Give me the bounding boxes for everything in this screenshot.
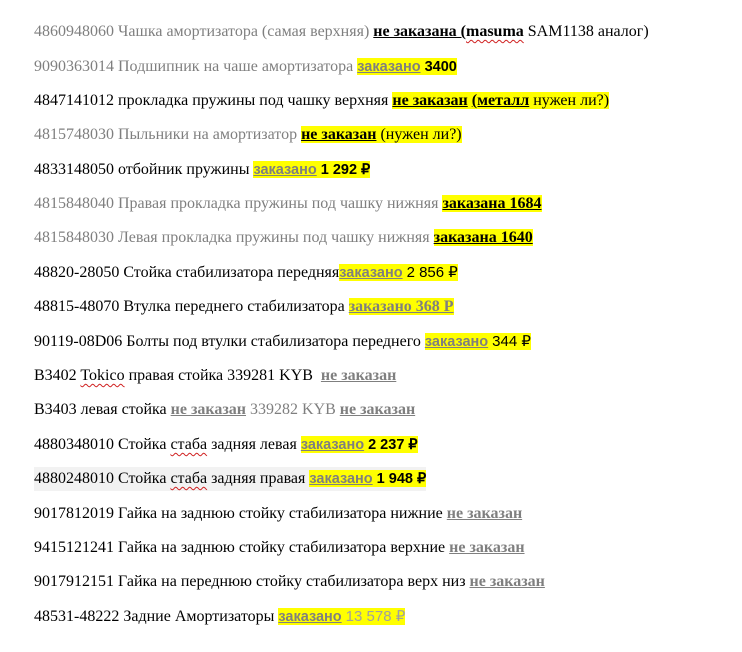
part-description: Подшипник на чаше амортизатора	[118, 58, 354, 75]
list-item	[34, 605, 405, 629]
part-description: Пыльники на амортизатор	[118, 126, 298, 143]
part-description: Болты под втулки стабилизатора переднего	[126, 333, 421, 350]
list-item	[34, 330, 531, 354]
note-text: (нужен ли?)	[380, 126, 462, 143]
part-description: Втулка переднего стабилизатора	[123, 298, 345, 315]
part-description: левая стойка	[80, 401, 167, 418]
list-item	[34, 261, 458, 285]
list-item	[34, 89, 609, 113]
brand-text: Tokico	[80, 367, 125, 384]
status-text: заказано	[278, 609, 342, 625]
part-word: Стойка	[118, 436, 167, 453]
part-description: Правая прокладка пружины под чашку нижняя	[118, 195, 439, 212]
status-text: не заказана (	[373, 23, 466, 40]
status-text: не заказан	[446, 505, 523, 522]
list-item	[34, 158, 370, 182]
status-text: заказано 368 Р	[348, 298, 454, 315]
price-text: 3400	[424, 59, 457, 75]
list-item	[34, 192, 542, 216]
price-text: 13 578 ₽	[345, 608, 406, 625]
part-description: Чашка амортизатора (самая верхняя)	[118, 23, 370, 40]
part-description: Гайка на переднюю стойку стабилизатора верх низ	[118, 573, 466, 590]
list-item	[34, 502, 522, 526]
status-text: заказано	[424, 334, 489, 350]
status-text: не заказан	[170, 401, 247, 418]
status-text: заказано	[357, 59, 421, 75]
status-text: не заказан	[469, 573, 545, 590]
part-number: 90119-08D06	[34, 333, 123, 350]
part-number: B3403	[34, 401, 77, 418]
part-number: 4847141012	[34, 92, 114, 109]
note-text: SAM1138 аналог)	[527, 23, 649, 40]
note-text: 339282 KYB	[250, 401, 336, 418]
part-number: 48815-48070	[34, 298, 120, 315]
price-text: 1 948 ₽	[376, 471, 427, 487]
part-description: Гайка на заднюю стойку стабилизатора нижние	[118, 505, 443, 522]
part-word-2: стаба	[170, 470, 208, 487]
status-text-2: не заказан	[339, 401, 416, 418]
part-description: задняя правая	[211, 470, 306, 487]
part-number: 4815848040	[34, 195, 114, 212]
part-word-2: стаба	[170, 436, 208, 453]
part-number: 48531-48222	[34, 608, 120, 625]
price-text: 1 292 ₽	[320, 162, 371, 178]
part-number: 4833148050	[34, 161, 114, 178]
part-number: 4860948060	[34, 23, 114, 40]
part-number: 4880248010	[34, 470, 114, 487]
note-text: (металл	[471, 92, 530, 109]
list-item	[34, 123, 462, 147]
list-item	[34, 226, 533, 250]
part-word: Стойка	[118, 470, 167, 487]
status-text: не заказан	[449, 539, 525, 556]
status-text: заказана 1640	[433, 229, 533, 246]
list-item	[34, 536, 525, 560]
list-item	[34, 364, 396, 388]
part-number: 4880348010	[34, 436, 114, 453]
part-number: 48820-28050	[34, 264, 120, 281]
status-text: не заказан	[320, 367, 397, 384]
status-text: заказано	[309, 471, 373, 487]
note-text-2: нужен ли?)	[533, 92, 610, 109]
part-number: 9017812019	[34, 505, 114, 522]
part-description: отбойник пружины	[118, 161, 250, 178]
part-description: задняя левая	[211, 436, 297, 453]
list-item	[34, 398, 415, 422]
list-item	[34, 20, 649, 44]
part-number: 4815748030	[34, 126, 114, 143]
list-item	[34, 55, 457, 79]
part-description: Задние Амортизаторы	[123, 608, 275, 625]
status-text: заказано	[339, 265, 403, 281]
status-text: заказана 1684	[442, 195, 542, 212]
status-text: не заказан	[392, 92, 468, 109]
status-text: заказано	[253, 162, 317, 178]
price-text: 344 ₽	[492, 333, 531, 350]
list-item	[34, 570, 545, 594]
price-text: 2 237 ₽	[368, 437, 418, 453]
part-description: прокладка пружины под чашку верхняя	[118, 92, 389, 109]
part-number: 4815848030	[34, 229, 114, 246]
part-description: Стойка стабилизатора передняя	[123, 264, 340, 281]
part-description: Левая прокладка пружины под чашку нижняя	[118, 229, 430, 246]
list-item	[34, 433, 418, 457]
part-description: Гайка на заднюю стойку стабилизатора верхние	[118, 539, 446, 556]
part-number: B3402	[34, 367, 77, 384]
status-text: не заказан	[301, 126, 377, 143]
list-item	[34, 295, 454, 319]
list-item	[34, 467, 426, 491]
brand-text: masuma	[466, 23, 524, 40]
part-description: правая стойка 339281 KYB	[128, 367, 313, 384]
price-text: 2 856 ₽	[406, 264, 458, 281]
status-text: заказано	[300, 437, 365, 453]
part-number: 9090363014	[34, 58, 114, 75]
part-number: 9415121241	[34, 539, 114, 556]
part-number: 9017912151	[34, 573, 114, 590]
